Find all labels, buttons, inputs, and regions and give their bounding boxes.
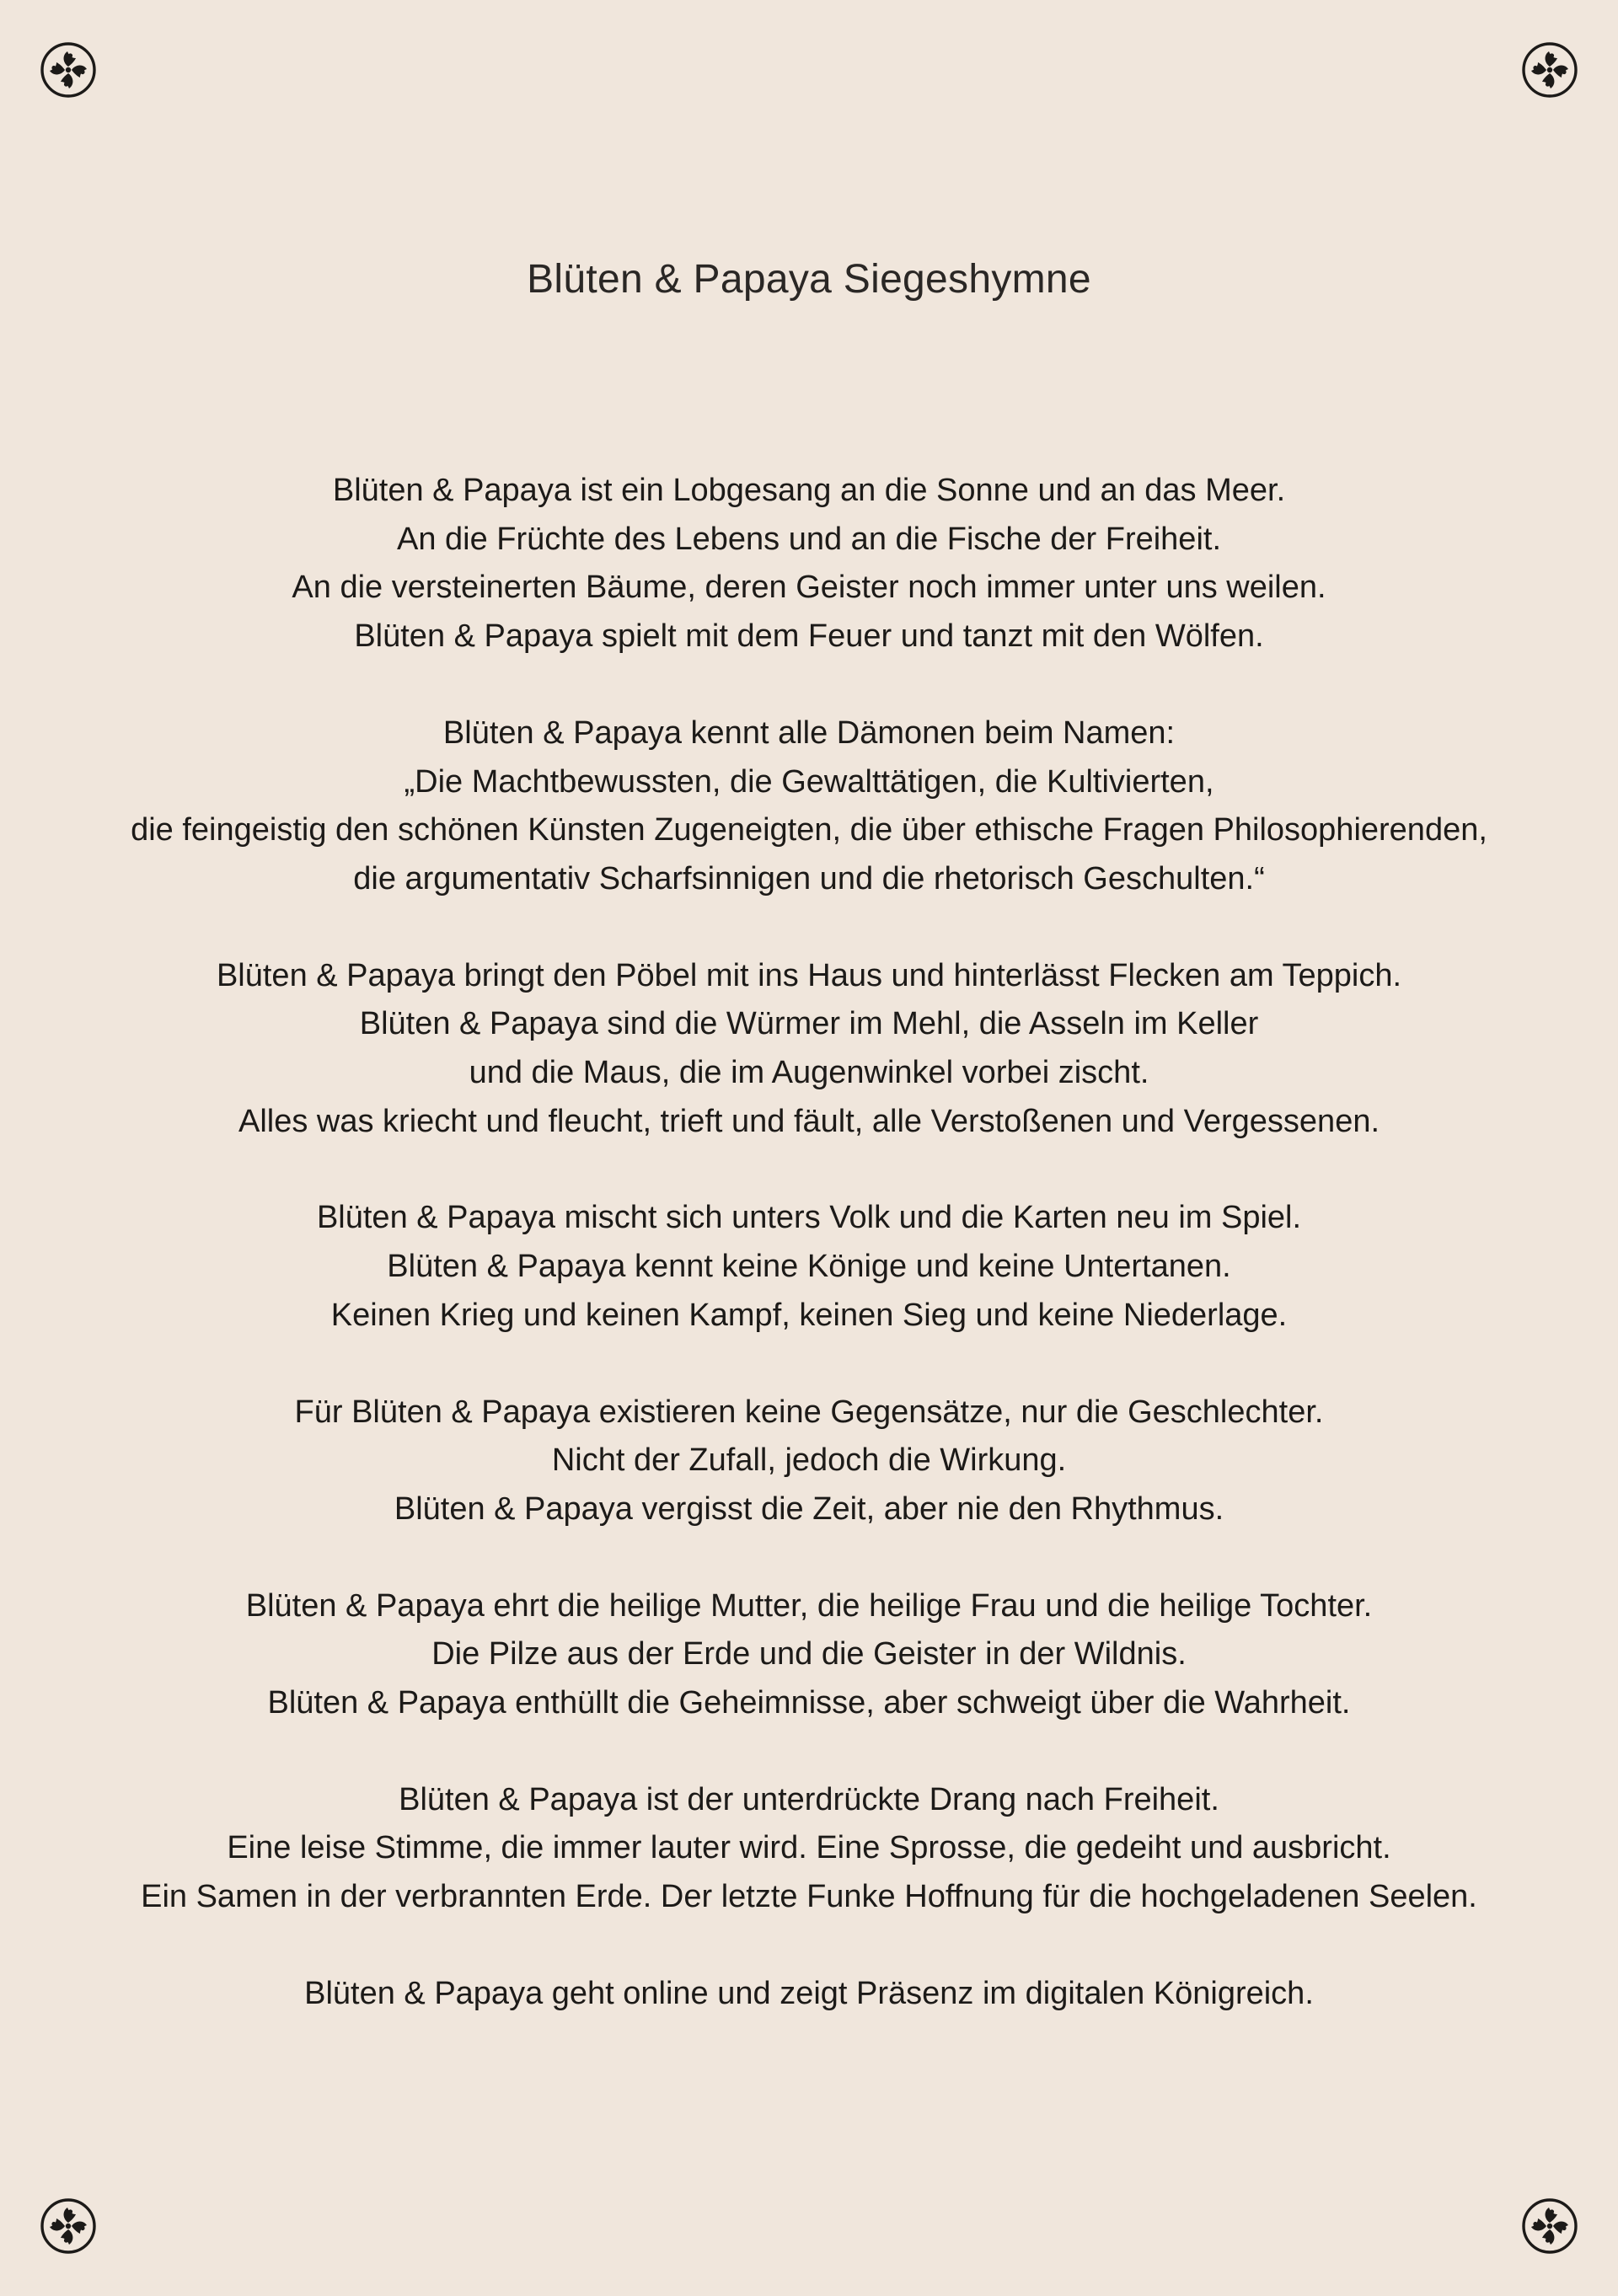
poem-line: Blüten & Papaya enthüllt die Geheimnisse, aber schweigt über die Wahrheit. xyxy=(267,1685,1351,1721)
poem-line: „Die Machtbewussten, die Gewalttätigen, die Kultivierten, xyxy=(404,763,1214,800)
poem-line: Blüten & Papaya kennt keine Könige und keine Untertanen. xyxy=(387,1249,1231,1285)
poem-line: Nicht der Zufall, jedoch die Wirkung. xyxy=(551,1442,1067,1479)
poem-line: Die Pilze aus der Erde und die Geister in der Wildnis. xyxy=(431,1636,1187,1672)
poem-line: Alles was kriecht und fleucht, trieft und fäult, alle Verstoßenen und Vergessenen. xyxy=(238,1103,1380,1139)
poem-line: Für Blüten & Papaya existieren keine Gegensätze, nur die Geschlechter. xyxy=(294,1394,1324,1430)
poem-line: die feingeistig den schönen Künsten Zugeneigten, die über ethische Fragen Philosophierenden, xyxy=(131,812,1487,848)
stanza xyxy=(51,467,1567,661)
stanza xyxy=(51,952,1567,1147)
spiral-emblem-icon xyxy=(38,2196,99,2256)
stanza xyxy=(51,709,1567,904)
spiral-emblem-icon xyxy=(38,40,99,100)
poem-line: und die Maus, die im Augenwinkel vorbei zischt. xyxy=(469,1055,1149,1091)
stanza xyxy=(51,1582,1567,1728)
poem-line: Blüten & Papaya geht online und zeigt Präsenz im digitalen Königreich. xyxy=(304,1975,1314,2011)
poem-line: Blüten & Papaya sind die Würmer im Mehl, die Asseln im Keller xyxy=(359,1006,1259,1042)
poem-line: Blüten & Papaya mischt sich unters Volk und die Karten neu im Spiel. xyxy=(316,1200,1302,1236)
poem-line: Eine leise Stimme, die immer lauter wird. Eine Sprosse, die gedeiht und ausbricht. xyxy=(227,1830,1391,1866)
poem-line: Blüten & Papaya ist der unterdrückte Drang nach Freiheit. xyxy=(399,1781,1219,1817)
poem-line: Blüten & Papaya spielt mit dem Feuer und tanzt mit den Wölfen. xyxy=(354,618,1264,655)
spiral-emblem-icon xyxy=(1519,2196,1580,2256)
spiral-emblem-icon xyxy=(1519,40,1580,100)
poem-line: Keinen Krieg und keinen Kampf, keinen Sieg und keine Niederlage. xyxy=(330,1297,1288,1333)
stanza xyxy=(51,1389,1567,1534)
page-title: Blüten & Papaya Siegeshymne xyxy=(527,257,1091,302)
stanza xyxy=(51,1970,1567,2019)
poem-line: Blüten & Papaya bringt den Pöbel mit ins Haus und hinterlässt Flecken am Teppich. xyxy=(216,957,1402,993)
poem-line: Blüten & Papaya ehrt die heilige Mutter, die heilige Frau und die heilige Tochter. xyxy=(245,1587,1373,1624)
poem-line: die argumentativ Scharfsinnigen und die rhetorisch Geschulten.“ xyxy=(353,860,1265,896)
poem-line: An die Früchte des Lebens und an die Fische der Freiheit. xyxy=(396,521,1222,557)
poem-line: Blüten & Papaya kennt alle Dämonen beim Namen: xyxy=(442,714,1176,751)
poem-body xyxy=(51,467,1567,2067)
stanza xyxy=(51,1194,1567,1340)
poem-line: Blüten & Papaya ist ein Lobgesang an die Sonne und an das Meer. xyxy=(332,473,1286,508)
poem-line: An die versteinerten Bäume, deren Geister noch immer unter uns weilen. xyxy=(292,570,1326,606)
poem-line: Ein Samen in der verbrannten Erde. Der letzte Funke Hoffnung für die hochgeladenen Seelen. xyxy=(141,1879,1477,1915)
stanza xyxy=(51,1776,1567,1922)
poem-line: Blüten & Papaya vergisst die Zeit, aber nie den Rhythmus. xyxy=(394,1491,1224,1527)
